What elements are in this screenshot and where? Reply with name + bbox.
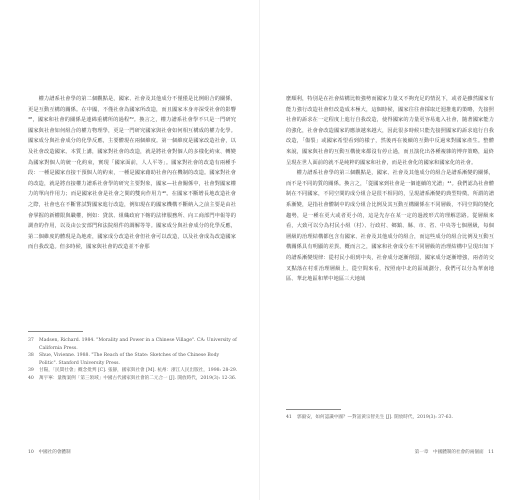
footnote-text: Shue, Vivienne. 1988. "The Reach of the State: Sketches of the Chinese Body Politic". Stanford University Press. xyxy=(39,353,220,366)
footnote-number: 40 xyxy=(28,375,34,381)
right-footnotes xyxy=(286,414,496,422)
paragraph: 麼順利，特別是在社會結構比較強勢而國家力量又不夠充足的情況下，或者是雖然國家有能力強行改造社會但改造成本極大，這個時候，國家往往會採取迂迴推進的策略，先接照社會的訴求在一定程度上進行自我改造，使得國家的力量更容易進入社會，隨著國家能力的強化，社會會改造國家的應該越來越大，因此很多時候只能先接照國家的訴求進行自我改造，「傷裂」或國家希望看到的樣子，然後再在後續的互動中反過來對國家產生。整體來說，國家與社會的互動互構使來都沒有停止過，而且演化出各種複雜的博弈策略，最終呈現在世人面前的就不是純粹的國家和社會，而是社會化的國家和國家化的社會。 xyxy=(286,96,494,166)
footnote-text: 萬宇寧：量衡案例「第三領域」中國古代國家與社會的二元合一 [J]. 開放時代，2019(3): 12-36. xyxy=(39,375,237,381)
footnote-number: 37 xyxy=(28,338,34,343)
paragraph: 權力譜系社會學的第三個觀點是，國家、社會及其他成分的組合是譜系漸變的關係，而不是不同的質的關係。換言之，「從國家到社會是一個連續的光譜」⁴¹。我們認為社會體制在不同國家，不同空間的成分組合是很不相同的，呈現譜系漸變的典型特徵。所謂的譜系漸變，是指社會體制中的成分組合比例及其互動互構關係在不同層級，不同空間的變化趨勢，是一種在更大或者更小的，這是先存在某一定的過渡形式的理解思路。從層級來看，大致可以分為村民小組（村）、行政村、鄉鎮、縣、市、省、中央等七個層級，每個層級的治理結構都包含有國家、社會及其他成分的組合，而這些成分的組合比例及互動互構關係具有明顯的差異。概而言之，國家和社會成分在不同層級的治理結構中呈現出如下的譜系漸變規律：從村民小組到中央，社會成分逐漸削弱，國家成分逐漸增強，兩者的交叉點落在村莊治理層級上，從空間來看，按照南中北的區域劃分，我們可以分為華南地區、華北地區和華中地區三大地域 xyxy=(286,170,494,283)
page-folio: 10 中國社的會體制 xyxy=(28,450,71,455)
footnote-text: 甘陽，「民間社會」概念批判 [C]. 張靜，國家與社會 [M]. 杭州：浙江人民出版社，1998: 28-29. xyxy=(39,368,238,374)
paragraph: 權力譜系社會學的第二個觀點是，國家、社會及其他成分不僅僅是比例組合的關係，更是互動互構的關係。在中國，不僅社會為國家所改造，而且國家本身亦深受社會的影響³⁸，國家和社會的關係是連綿重構所的過程³⁹。換言之，權力譜系社會學不只是一門研究國家與社會如何組合的權力物理學，更是一門研究國家與社會如何相互構成的權力化學。國家成分與社會成分的化學反應，主要體現在兩個維度。第一個維度是國家改造社會，以及社會改造國家。本質上講，國家對社會的改造，就是將社會對個人的多樣化約束、轉變為國家對個人的統一化約束，實現「國家面前，人人平等」。國家對社會的改造有兩種手段：一種是國家直接干預個人的約束，一種是國家藉助社會內在機制的改造。國家對社會的改造，就是將直接權力譜系社會學的研究主要對象，國家—社會關係中，社會對國家權力的單向作用力；而是國家社會是社會之間的雙向作用力⁴⁰。在國家不斷增長地改造社會之際，社會也在不斷嘗試對國家進行改造，例如現在的國家機構不斷納入之前主要是由社會掌握的新權限與職權，例如：貸款、組織政府下轄的法律服務所、向工商部門申報等的調查的作用，以及由公安部門和法院組件的調解等等。國家成分與社會成分的化學反應，第二個維度的體現是為地產，國家成分改造社會但社會可以改造，以及社會成為改造國家而自我改造。但多時候，國家與社會的改造並不會那 xyxy=(28,96,236,251)
footnote xyxy=(28,367,238,375)
footnote-text: Madsen, Richard. 1984. "Morality and Power in a Chinese Village". CA: University of California Press. xyxy=(39,338,237,351)
footnote-number: 41 xyxy=(286,415,292,420)
left-footnotes xyxy=(28,337,238,383)
footnote-text: 郭毅安，如何認識中國？—對話黃宗智先生 [J]. 開放時代，2019(3): 37-63. xyxy=(297,415,453,420)
footnote-number: 38 xyxy=(28,353,34,359)
right-body-text xyxy=(286,94,494,285)
footnote xyxy=(28,352,238,367)
footnote xyxy=(28,375,238,383)
footnote-number: 39 xyxy=(28,368,34,374)
footnote-rule xyxy=(28,331,83,332)
footnote xyxy=(286,414,496,422)
footnote xyxy=(28,337,238,352)
footnote-rule xyxy=(286,409,341,410)
left-body-text xyxy=(28,94,236,253)
page-folio: 第一章 中國體制的社會的兩個面 11 xyxy=(414,450,494,455)
right-page xyxy=(260,0,520,500)
